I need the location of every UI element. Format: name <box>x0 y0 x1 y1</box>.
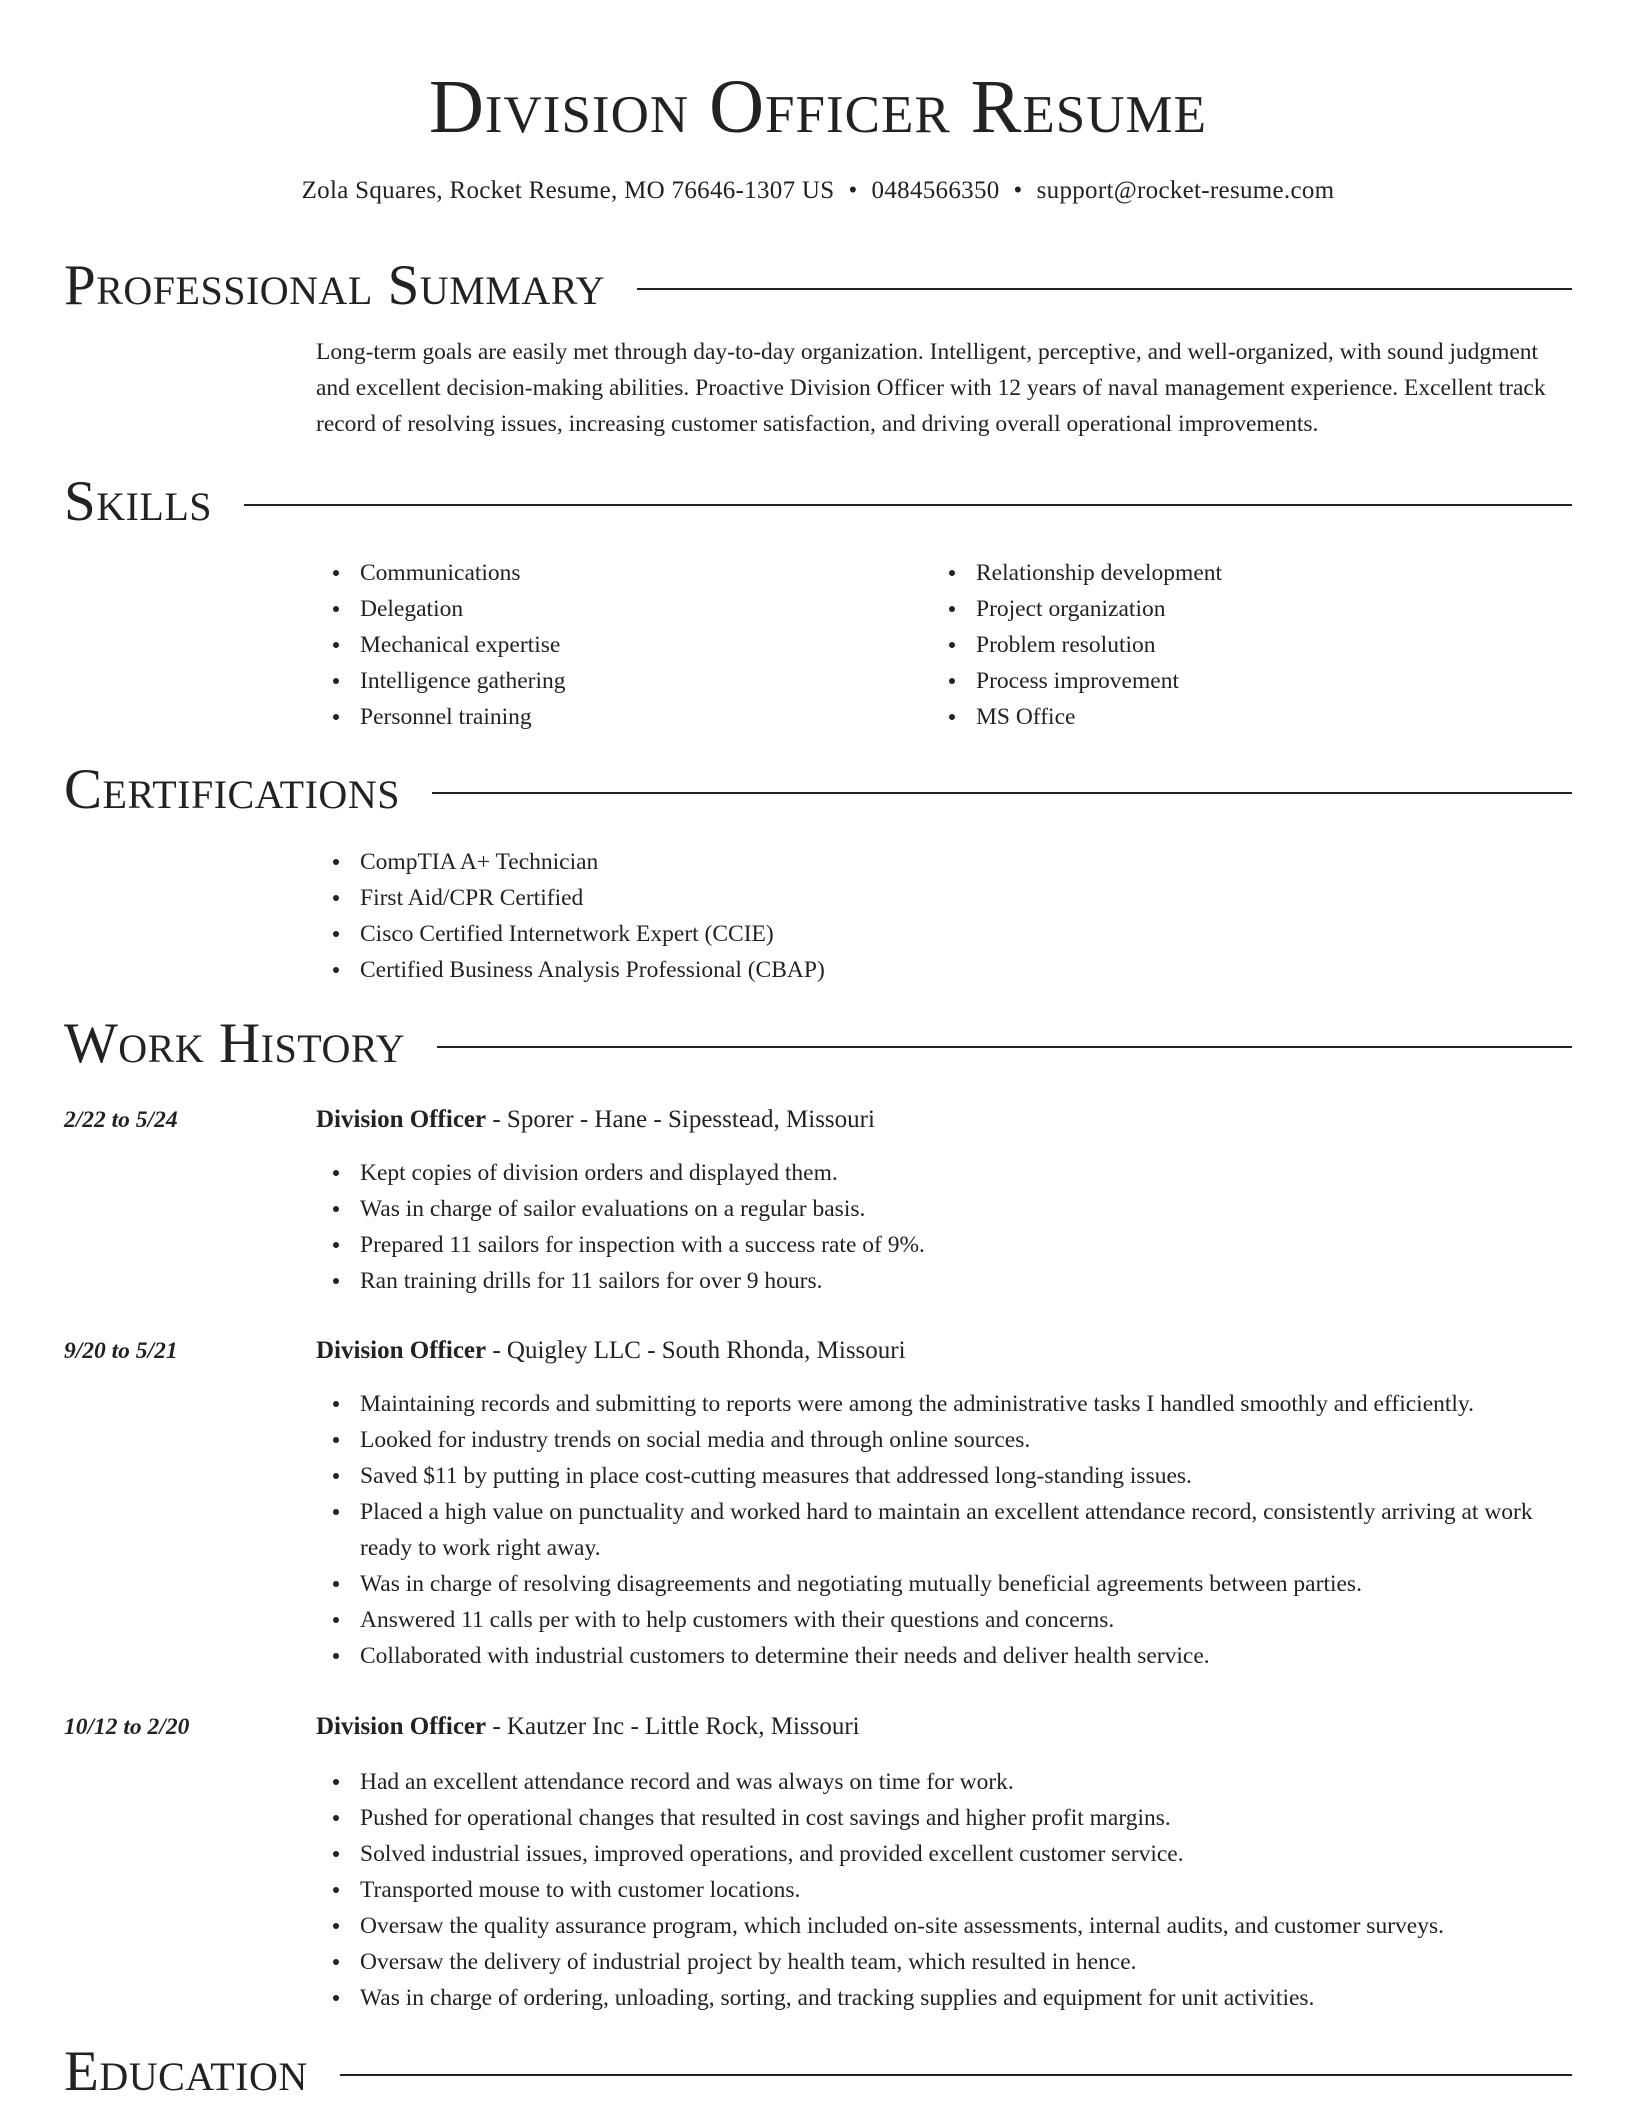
certifications-list <box>316 844 1572 988</box>
job-bullets <box>316 1764 1572 2016</box>
job-bullet: Maintaining records and submitting to reports were among the administrative tasks I handled smoothly and efficiently. <box>316 1386 1572 1422</box>
certifications-section-header <box>64 758 1572 822</box>
job-bullet: Oversaw the quality assurance program, which included on-site assessments, internal audits, and customer surveys. <box>316 1908 1572 1944</box>
job-dates: 9/20 to 5/21 <box>64 1338 178 1364</box>
job-bullet: Placed a high value on punctuality and worked hard to maintain an excellent attendance record, consistently arriving at work ready to work right away. <box>316 1494 1572 1566</box>
job-dates: 2/22 to 5/24 <box>64 1107 178 1133</box>
job-bullet: Prepared 11 sailors for inspection with a success rate of 9%. <box>316 1227 1572 1263</box>
job-bullet: Collaborated with industrial customers to determine their needs and deliver health service. <box>316 1638 1572 1674</box>
job-bullet: Ran training drills for 11 sailors for over 9 hours. <box>316 1263 1572 1299</box>
certification-item: Certified Business Analysis Professional (CBAP) <box>316 952 1572 988</box>
education-section-header <box>64 2040 1572 2104</box>
job-bullet: Oversaw the delivery of industrial project by health team, which resulted in hence. <box>316 1944 1572 1980</box>
contact-email: support@rocket-resume.com <box>1036 177 1335 204</box>
skills-left-column <box>316 555 916 735</box>
section-divider <box>432 792 1572 794</box>
job-title-line <box>316 1709 860 1745</box>
job-role: Division Officer <box>316 1713 487 1740</box>
job-bullets <box>316 1386 1572 1674</box>
job-bullet: Was in charge of resolving disagreements and negotiating mutually beneficial agreements between parties. <box>316 1566 1572 1602</box>
skill-item: Problem resolution <box>932 627 1532 663</box>
job-bullet: Kept copies of division orders and displayed them. <box>316 1155 1572 1191</box>
certifications-heading: Certifications <box>64 758 400 821</box>
section-divider <box>637 288 1572 290</box>
job-role: Division Officer <box>316 1106 487 1133</box>
certification-item: Cisco Certified Internetwork Expert (CCIE) <box>316 916 1572 952</box>
job-employer: - Sporer - Hane - Sipesstead, Missouri <box>486 1106 875 1133</box>
job-bullet: Pushed for operational changes that resulted in cost savings and higher profit margins. <box>316 1800 1572 1836</box>
skill-item: Mechanical expertise <box>316 627 916 663</box>
contact-separator: • <box>848 177 858 204</box>
skill-item: Personnel training <box>316 699 916 735</box>
certification-item: First Aid/CPR Certified <box>316 880 1572 916</box>
certification-item: CompTIA A+ Technician <box>316 844 1572 880</box>
job-bullet: Solved industrial issues, improved operations, and provided excellent customer service. <box>316 1836 1572 1872</box>
job-title-line <box>316 1102 875 1138</box>
resume-title: Division Officer Resume <box>428 65 1207 149</box>
summary-text: Long-term goals are easily met through day-to-day organization. Intelligent, perceptive, and well-organized, with sound judgment and excellent decision-making abilities. Proactive Division Officer with 12 years of naval management experience. Excellent track record of resolving issues, increasing customer satisfaction, and driving overall operational improvements. <box>316 339 1546 437</box>
job-role: Division Officer <box>316 1337 487 1364</box>
section-divider <box>244 504 1572 506</box>
skills-section-header <box>64 470 1572 534</box>
job-bullet: Transported mouse to with customer locations. <box>316 1872 1572 1908</box>
skill-item: MS Office <box>932 699 1532 735</box>
skill-item: Project organization <box>932 591 1532 627</box>
skill-item: Delegation <box>316 591 916 627</box>
job-bullet: Was in charge of ordering, unloading, sorting, and tracking supplies and equipment for unit activities. <box>316 1980 1572 2016</box>
contact-line <box>64 173 1572 209</box>
skill-item: Process improvement <box>932 663 1532 699</box>
contact-phone: 0484566350 <box>871 177 1000 204</box>
skills-right-column <box>932 555 1532 735</box>
job-bullet: Saved $11 by putting in place cost-cutting measures that addressed long-standing issues. <box>316 1458 1572 1494</box>
skills-heading: Skills <box>64 470 213 533</box>
work-history-heading: Work History <box>64 1012 406 1075</box>
job-bullet: Had an excellent attendance record and was always on time for work. <box>316 1764 1572 1800</box>
summary-heading: Professional Summary <box>64 254 606 317</box>
summary-section-header <box>64 254 1572 318</box>
section-divider <box>340 2074 1572 2076</box>
job-employer: - Kautzer Inc - Little Rock, Missouri <box>486 1713 860 1740</box>
job-bullet: Looked for industry trends on social media and through online sources. <box>316 1422 1572 1458</box>
section-divider <box>437 1046 1572 1048</box>
job-dates: 10/12 to 2/20 <box>64 1714 190 1740</box>
contact-separator: • <box>1013 177 1023 204</box>
job-bullet: Was in charge of sailor evaluations on a regular basis. <box>316 1191 1572 1227</box>
job-employer: - Quigley LLC - South Rhonda, Missouri <box>486 1337 906 1364</box>
job-title-line <box>316 1333 906 1369</box>
work-history-section-header <box>64 1012 1572 1076</box>
job-bullets <box>316 1155 1572 1299</box>
skill-item: Communications <box>316 555 916 591</box>
skill-item: Relationship development <box>932 555 1532 591</box>
contact-address: Zola Squares, Rocket Resume, MO 76646-1307 US <box>301 177 835 204</box>
skill-item: Intelligence gathering <box>316 663 916 699</box>
education-heading: Education <box>64 2040 308 2103</box>
job-bullet: Answered 11 calls per with to help customers with their questions and concerns. <box>316 1602 1572 1638</box>
